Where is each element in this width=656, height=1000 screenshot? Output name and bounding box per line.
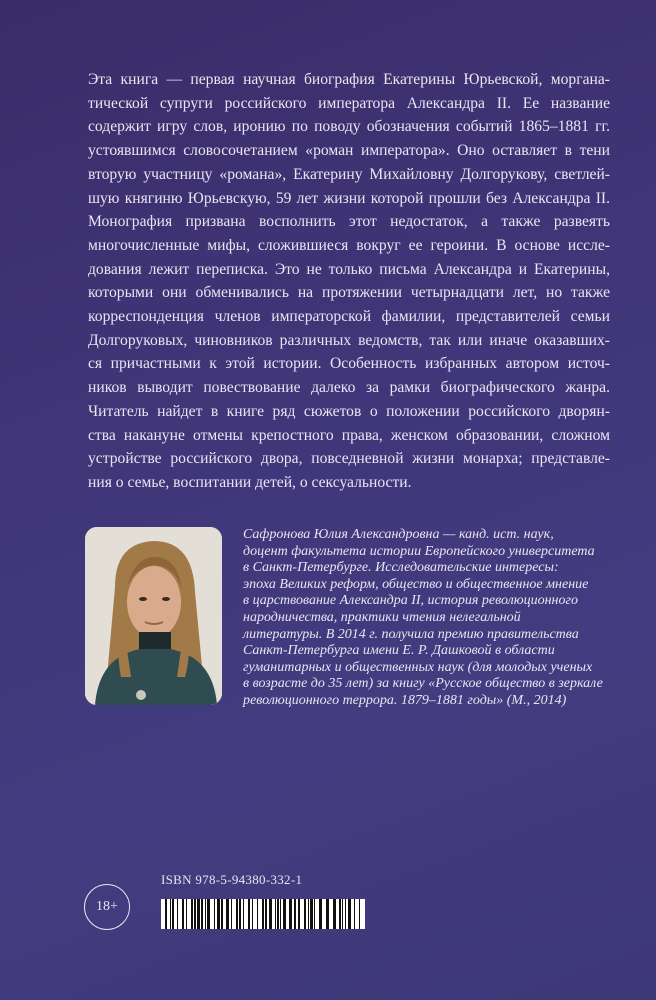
description-line: содержит игру слов, иронию по поводу обозначения событий 1865–1881 гг. [88, 118, 610, 136]
barcode-bar [186, 899, 187, 929]
bio-line: Санкт-Петербурга имени Е. Р. Дашковой в области [243, 643, 555, 659]
barcode-bar [308, 899, 309, 929]
barcode-bar [207, 899, 210, 929]
barcode-bar [252, 899, 253, 929]
barcode-bar [221, 899, 223, 929]
description-line: ния о семье, воспитании детей, о сексуальности. [88, 473, 412, 491]
barcode-bar [359, 899, 360, 929]
description-line: корреспонденция членов императорской фамилии, представителей семьи [88, 308, 610, 326]
barcode-bar [314, 899, 315, 929]
barcode-bar [283, 899, 286, 929]
barcode-bar [217, 899, 220, 929]
description-line: Читатель найдет в книге ряд сюжетов о положении российского дворян- [88, 402, 610, 420]
barcode-bar [348, 899, 351, 929]
bio-line: революционного террора. 1879–1881 годы» (М., 2014) [243, 692, 567, 708]
barcode-bar [226, 899, 229, 929]
barcode-bar [197, 899, 200, 929]
bio-line: в Санкт-Петербурге. Исследовательские интересы: [243, 560, 559, 576]
bio-line: гуманитарных и общественных наук (для молодых ученых [243, 659, 593, 675]
barcode-bar [339, 899, 341, 929]
barcode-bar [205, 899, 206, 929]
barcode-bar [191, 899, 193, 929]
barcode-bar [265, 899, 267, 929]
barcode-bar [277, 899, 279, 929]
book-description [88, 68, 610, 495]
description-line: устоявшимся словосочетанием «роман императора». Оно оставляет в тени [88, 142, 610, 160]
barcode-bar [342, 899, 343, 929]
barcode-bar [294, 899, 296, 929]
barcode [161, 899, 365, 929]
barcode-bar [310, 899, 313, 929]
description-line: дования лежит переписка. Это не только письма Александра и Екатерины, [88, 260, 610, 278]
barcode-bar [165, 899, 167, 929]
description-line: вторую участницу «романа», Екатерину Михайловну Долгорукову, светлей- [88, 165, 610, 183]
barcode-bar [354, 899, 355, 929]
barcode-bar [262, 899, 264, 929]
barcode-bar [243, 899, 244, 929]
barcode-bar [214, 899, 215, 929]
description-line: устройстве российского двора, повседневной жизни монарха; представле- [88, 450, 610, 468]
description-line: Эта книга — первая научная биография Екатерины Юрьевской, моргана- [88, 71, 610, 88]
barcode-bar [172, 899, 174, 929]
barcode-bar [280, 899, 281, 929]
barcode-bar [345, 899, 346, 929]
description-line: шую княгиню Юрьевскую, 59 лет жизни которой прошли без Александра II. [88, 189, 610, 207]
barcode-bar [201, 899, 203, 929]
barcode-bar [269, 899, 272, 929]
barcode-bar [289, 899, 292, 929]
barcode-bar [248, 899, 250, 929]
barcode-bar [231, 899, 232, 929]
bio-line: в царствование Александра II, история революционного [243, 593, 578, 609]
barcode-bar [304, 899, 306, 929]
bio-line: литературы. В 2014 г. получила премию правительства [243, 626, 579, 642]
barcode-bar [239, 899, 241, 929]
bio-line: в возрасте до 35 лет) за книгу «Русское общество в зеркале [243, 676, 603, 692]
description-line: ников выводит повествование далеко за рамки биографического жанра. [88, 379, 610, 397]
barcode-bar [326, 899, 329, 929]
barcode-bar [333, 899, 336, 929]
author-bio [243, 527, 633, 710]
bio-line: доцент факультета истории Европейского университета [243, 543, 595, 559]
description-line: ся причастными к этой истории. Особенность избранных автором источ- [88, 355, 610, 373]
bio-line: народничества, практики чтения нелегальной [243, 609, 521, 625]
barcode-bar [275, 899, 276, 929]
barcode-bar [298, 899, 300, 929]
description-line: Долгоруковых, чиновников различных ведомств, так или иначе оказавших- [88, 331, 610, 349]
barcode-bar [236, 899, 238, 929]
description-line: многочисленные мифы, сложившиеся вокруг ее героини. В основе иссле- [88, 236, 610, 254]
bio-line: эпоха Великих реформ, общество и общественное мнение [243, 576, 589, 592]
barcode-bar [319, 899, 322, 929]
barcode-bar [170, 899, 171, 929]
description-line: которыми они обменивались на протяжении четырнадцати лет, но также [88, 284, 610, 302]
barcode-bar [182, 899, 184, 929]
description-line: тической супруги российского императора Александра II. Ее название [88, 94, 610, 112]
barcode-bar [177, 899, 178, 929]
author-photo [85, 527, 222, 705]
barcode-bar [257, 899, 258, 929]
isbn-text: ISBN 978-5-94380-332-1 [161, 872, 303, 887]
bio-line: Сафронова Юлия Александровна — канд. ист. наук, [243, 527, 554, 542]
barcode-bar [194, 899, 196, 929]
description-line: Монография призвана восполнить этот недостаток, а также развеять [88, 213, 610, 231]
age-rating-badge: 18+ [84, 884, 130, 930]
description-line: ства накануне отмены крепостного права, женском образовании, сложном [88, 426, 610, 444]
